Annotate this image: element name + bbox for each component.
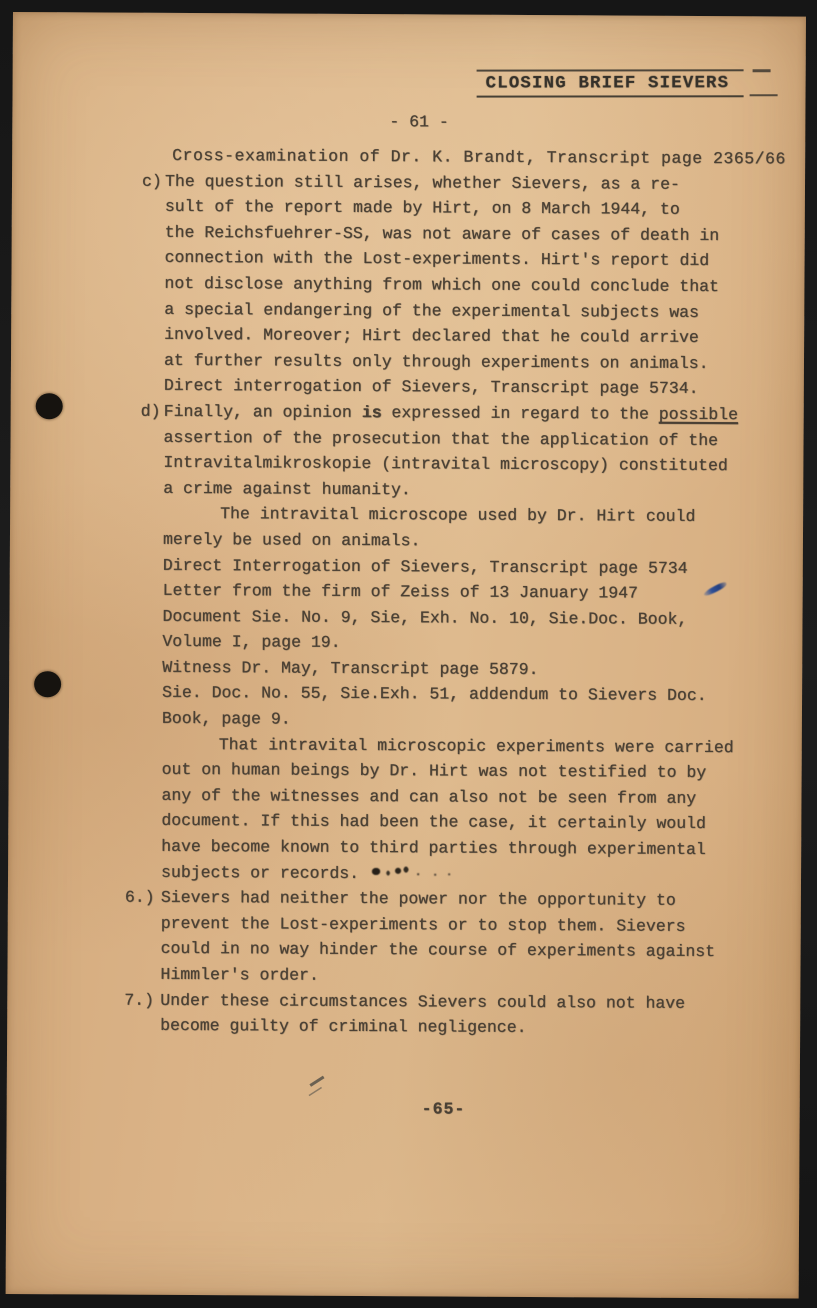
punch-hole-top xyxy=(36,393,63,419)
paragraph-label-7: 7.) xyxy=(124,990,155,1010)
text-line: Volume I, page 19. xyxy=(162,632,341,653)
text-line: Intravitalmikroskopie (intravital microscopy) constituted xyxy=(163,452,728,476)
text-line: Witness Dr. May, Transcript page 5879. xyxy=(162,657,539,679)
text-line: document. If this had been the case, it certainly would xyxy=(161,811,706,834)
text-line: the Reichsfuehrer-SS, was not aware of cases of death in xyxy=(164,222,720,245)
text-segment: expressed in regard to the xyxy=(381,403,659,424)
text-line: Himmler's order. xyxy=(160,964,319,985)
text-line xyxy=(161,859,806,888)
text-line: assertion of the prosecution that the application of the xyxy=(163,427,719,450)
text-line: That intravital microscopic experiments were carried xyxy=(218,734,734,757)
text-line: Sie. Doc. No. 55, Sie.Exh. 51, addendum to Sievers Doc. xyxy=(162,683,707,706)
header-stamp xyxy=(477,69,744,97)
text-segment: The question still arises, whether Sievers, as a re- xyxy=(164,171,680,194)
pencil-mark xyxy=(309,1076,324,1087)
text-line: Direct interrogation of Sievers, Transcript page 5734. xyxy=(163,376,699,399)
text-line: The intravital microscope used by Dr. Hirt could xyxy=(220,504,696,527)
text-line: could in no way hinder the course of experiments against xyxy=(160,939,716,962)
document-page xyxy=(6,12,806,1299)
text-segment: Under these circumstances Sievers could also not have xyxy=(160,990,686,1013)
text-line: out on human beings by Dr. Hirt was not testified to by xyxy=(161,760,707,783)
text-segment: Sievers had neither the power nor the opportunity to xyxy=(160,888,676,911)
text-line: Letter from the firm of Zeiss of 13 January 1947 xyxy=(162,580,638,603)
text-line: a crime against humanity. xyxy=(163,478,411,500)
text-line: involved. Moreover; Hirt declared that he could arrive xyxy=(164,325,699,348)
text-line: a special endangering of the experimental subjects was xyxy=(164,299,700,322)
text-line xyxy=(140,399,806,428)
text-line: Cross-examination of Dr. K. Brandt, Transcript page 2365/66 xyxy=(172,145,786,169)
text-segment: subjects or records. xyxy=(160,862,360,883)
text-line: have become known to third parties through experimental xyxy=(161,836,706,860)
text-line xyxy=(124,987,806,1016)
stamp-text: CLOSING BRIEF SIEVERS xyxy=(477,69,744,97)
text-line: at further results only through experiments on animals. xyxy=(163,350,709,373)
paragraph-label-c: c) xyxy=(141,171,162,191)
text-line: connection with the Lost-experiments. Hirt's report did xyxy=(164,248,710,271)
text-line: become guilty of criminal negligence. xyxy=(160,1016,527,1038)
text-line: not disclose anything from which one could conclude that xyxy=(164,273,719,297)
text-line xyxy=(141,168,806,197)
text-line: Document Sie. No. 9, Sie, Exh. No. 10, Sie.Doc. Book, xyxy=(162,606,688,629)
bold-text-segment: is xyxy=(361,402,382,423)
text-line xyxy=(124,885,806,914)
underlined-text-segment: possible xyxy=(658,404,739,425)
punch-hole-bottom xyxy=(34,671,61,697)
text-line: Direct Interrogation of Sievers, Transcript page 5734 xyxy=(162,555,688,578)
paragraph-label-6: 6.) xyxy=(124,887,155,908)
text-line: any of the witnesses and can also not be seen from any xyxy=(161,785,697,808)
text-line: sult of the report made by Hirt, on 8 March 1944, to xyxy=(164,197,680,220)
text-line: merely be used on animals. xyxy=(162,529,421,551)
ink-smudge xyxy=(369,862,461,880)
stamp-rule-dash-top xyxy=(752,69,770,72)
text-line: Book, page 9. xyxy=(161,708,291,729)
paragraph-label-d: d) xyxy=(140,401,161,421)
text-segment: Finally, an opinion xyxy=(163,401,362,422)
page-number-top: - 61 - xyxy=(389,112,449,132)
text-line: prevent the Lost-experiments or to stop them. Sievers xyxy=(160,913,686,936)
stamp-rule-dash-bottom xyxy=(749,94,777,97)
page-number-bottom: -65- xyxy=(421,1099,466,1119)
